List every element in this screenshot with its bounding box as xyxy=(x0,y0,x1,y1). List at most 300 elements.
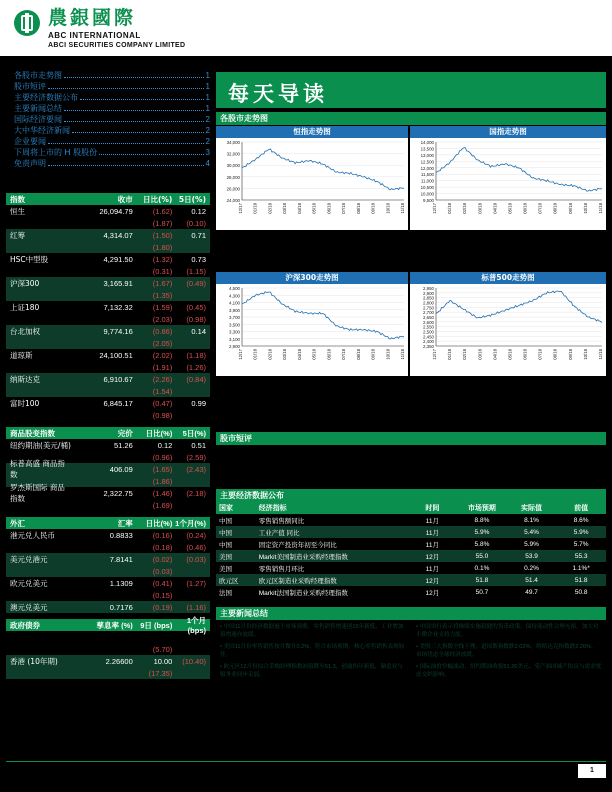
svg-text:10/18: 10/18 xyxy=(385,349,391,360)
table-row xyxy=(6,277,210,289)
table-row xyxy=(6,439,210,451)
table-cell: 工业产值 同比 xyxy=(258,529,300,537)
table-subrow xyxy=(6,565,210,577)
table-subrow xyxy=(6,643,210,655)
svg-text:12,500: 12,500 xyxy=(420,159,434,165)
table-row xyxy=(6,577,210,589)
table-subrow xyxy=(6,667,210,679)
svg-text:2,900: 2,900 xyxy=(423,290,434,296)
table-cell: 5.4% xyxy=(524,528,539,536)
svg-text:2,650: 2,650 xyxy=(423,315,434,320)
svg-text:12,000: 12,000 xyxy=(420,165,434,171)
table-cell: (2.03) xyxy=(152,314,173,324)
column-header: 孳息率 (%) xyxy=(96,620,133,630)
svg-text:11/18: 11/18 xyxy=(400,203,405,214)
table-cell: (0.46) xyxy=(186,542,206,552)
commentary-section-title: 股市短评 xyxy=(216,432,606,445)
svg-text:04/18: 04/18 xyxy=(492,349,498,360)
svg-text:2,550: 2,550 xyxy=(423,324,434,330)
table-cell: (1.67) xyxy=(152,278,173,288)
table-cell: 50.8 xyxy=(574,588,588,596)
svg-text:01/18: 01/18 xyxy=(252,349,258,360)
chart-plot xyxy=(216,284,408,376)
svg-text:09/18: 09/18 xyxy=(567,349,573,360)
table-cell: (1.69) xyxy=(152,500,173,510)
news-body xyxy=(216,620,606,683)
table-row xyxy=(6,205,210,217)
table-subrow xyxy=(6,385,210,397)
toc-page-number: 2 xyxy=(205,115,210,124)
table-cell: 1.1309 xyxy=(109,578,133,588)
svg-text:13,000: 13,000 xyxy=(420,152,434,158)
table-cell: (1.32) xyxy=(152,254,173,264)
left-data-tables xyxy=(6,193,210,679)
svg-text:24,000: 24,000 xyxy=(226,198,240,203)
logo-english-name: ABC INTERNATIONAL xyxy=(48,31,141,40)
column-header: 9日 (bps) xyxy=(140,620,173,630)
svg-text:26,000: 26,000 xyxy=(226,186,240,192)
svg-text:13,500: 13,500 xyxy=(420,146,434,152)
table-cell: 12月 xyxy=(425,577,440,585)
svg-text:10,500: 10,500 xyxy=(420,185,434,191)
table-row xyxy=(6,483,210,503)
table-row xyxy=(6,655,210,667)
table-subrow xyxy=(6,313,210,325)
toc-page-number: 1 xyxy=(205,93,210,102)
column-header: 政府债券 xyxy=(10,620,40,630)
table-row xyxy=(6,349,210,361)
svg-text:12/17: 12/17 xyxy=(432,349,437,360)
chart-title: 恒指走势图 xyxy=(216,126,408,138)
table-cell: 富时100 xyxy=(10,398,40,408)
table-cell: 11月 xyxy=(425,541,439,549)
table-row xyxy=(6,301,210,313)
svg-text:08/18: 08/18 xyxy=(552,203,558,214)
footer-divider xyxy=(6,761,606,762)
table-cell: 美元兑港元 xyxy=(10,554,48,564)
chart-panel xyxy=(410,126,606,230)
svg-text:01/18: 01/18 xyxy=(252,203,258,214)
toc-label: 大中华经济新闻 xyxy=(14,126,70,135)
column-header: 商品股变指数 xyxy=(10,428,55,438)
table-cell: 0.73 xyxy=(191,254,206,264)
table-row xyxy=(216,514,606,526)
table-cell: 24,100.51 xyxy=(99,350,133,360)
toc-page-number: 1 xyxy=(205,82,210,91)
toc-leader xyxy=(64,104,204,111)
toc-label: 主要经济数据公布 xyxy=(14,93,78,102)
table-cell: (2.43) xyxy=(186,464,206,474)
toc-leader xyxy=(72,126,204,133)
svg-text:09/18: 09/18 xyxy=(370,203,376,214)
table-cell: (0.24) xyxy=(186,530,206,540)
chart-panel xyxy=(410,272,606,376)
svg-text:05/18: 05/18 xyxy=(311,349,317,360)
toc-leader xyxy=(99,148,203,155)
table-cell: 欧元区制造业采购经理指数 xyxy=(258,577,337,585)
svg-text:4,300: 4,300 xyxy=(229,293,240,299)
svg-text:14,000: 14,000 xyxy=(420,140,434,145)
table-cell: (0.31) xyxy=(152,266,173,276)
table-cell: (1.15) xyxy=(186,266,206,276)
svg-text:05/18: 05/18 xyxy=(507,349,513,360)
column-header: 5日(%) xyxy=(182,428,206,438)
svg-text:2,600: 2,600 xyxy=(423,319,434,325)
table-subrow xyxy=(6,241,210,253)
table-row xyxy=(6,529,210,541)
toc-leader xyxy=(48,159,204,166)
toc-page-number: 2 xyxy=(205,137,210,146)
logo-text xyxy=(48,8,185,49)
column-header: 前值 xyxy=(574,505,589,512)
table-cell: 0.14 xyxy=(191,326,206,336)
news-summary-section xyxy=(216,607,606,683)
table-row xyxy=(6,253,210,265)
svg-text:2,950: 2,950 xyxy=(423,286,434,291)
table-cell: (1.16) xyxy=(186,602,206,612)
svg-text:4,500: 4,500 xyxy=(229,286,240,291)
table-cell: 澳元兑美元 xyxy=(10,602,48,612)
table-cell: (0.18) xyxy=(152,542,173,552)
svg-text:10/18: 10/18 xyxy=(582,203,588,214)
svg-text:08/18: 08/18 xyxy=(355,349,361,360)
table-cell: 罗杰斯国际 商品指数 xyxy=(10,483,65,503)
table-cell: 美国 xyxy=(219,553,232,561)
table-cell: 法国 xyxy=(219,589,232,597)
table-cell: 2.26600 xyxy=(105,656,133,666)
toc-entry[interactable] xyxy=(14,81,210,92)
toc-entry[interactable] xyxy=(14,114,210,125)
table-row xyxy=(6,373,210,385)
table-cell: (1.27) xyxy=(186,578,206,588)
table-header-row xyxy=(6,517,210,529)
table-cell: 0.7176 xyxy=(109,602,133,612)
column-header: 1个月 (bps) xyxy=(186,616,206,635)
table-header-row xyxy=(6,193,210,205)
svg-text:11/18: 11/18 xyxy=(598,349,603,360)
table-cell: 上证180 xyxy=(10,302,40,312)
table-cell: 4,291.50 xyxy=(103,254,133,264)
table-cell: 纽约期油(美元/桶) xyxy=(10,440,71,450)
table-cell: (0.41) xyxy=(152,578,173,588)
column-header: 日比(%) xyxy=(145,428,173,438)
svg-text:30,000: 30,000 xyxy=(226,163,240,169)
table-cell: (0.16) xyxy=(152,530,173,540)
chart-svg xyxy=(216,284,408,376)
toc-entry[interactable] xyxy=(14,136,210,147)
svg-text:09/18: 09/18 xyxy=(370,349,376,360)
table-cell: 51.8 xyxy=(574,576,588,584)
table-cell: (2.26) xyxy=(152,374,173,384)
svg-text:3,300: 3,300 xyxy=(229,329,240,335)
toc-label: 免责声明 xyxy=(14,159,46,168)
table-cell: 0.51 xyxy=(191,440,206,450)
table-cell: 0.12 xyxy=(157,440,173,450)
svg-text:03/18: 03/18 xyxy=(282,203,288,214)
table-cell: (1.26) xyxy=(186,362,206,372)
chart-plot xyxy=(410,138,606,230)
svg-text:3,100: 3,100 xyxy=(229,336,240,342)
table-cell: (0.49) xyxy=(186,278,206,288)
table-cell: (0.47) xyxy=(152,398,173,408)
table-cell: 9,774.16 xyxy=(103,326,133,336)
svg-text:06/18: 06/18 xyxy=(326,203,332,214)
table-cell: (1.18) xyxy=(186,350,206,360)
table-cell: (2.02) xyxy=(152,350,173,360)
table-cell: 55.0 xyxy=(475,552,489,560)
table-cell: 8.1% xyxy=(524,516,539,524)
table-cell: (10.40) xyxy=(182,656,206,666)
svg-text:3,900: 3,900 xyxy=(229,307,240,313)
table-cell: 零售销售额同比 xyxy=(258,517,305,525)
table-cell: 0.2% xyxy=(524,564,539,572)
svg-text:08/18: 08/18 xyxy=(552,349,558,360)
svg-text:10,000: 10,000 xyxy=(420,191,434,197)
svg-text:07/18: 07/18 xyxy=(537,349,543,360)
table-cell: 53.9 xyxy=(525,552,538,560)
table-cell: (0.98) xyxy=(186,314,206,324)
table-cell: 6,845.17 xyxy=(103,398,133,408)
svg-text:34,000: 34,000 xyxy=(226,140,240,145)
toc-label: 企业要闻 xyxy=(14,137,46,146)
logo-chinese-name: 農銀國際 xyxy=(48,7,137,29)
chart-svg xyxy=(216,138,408,230)
table-cell: 沪深300 xyxy=(10,278,40,288)
toc-entry[interactable] xyxy=(14,158,210,169)
toc-entry[interactable] xyxy=(14,103,210,114)
table-subrow xyxy=(6,289,210,301)
table-cell: 49.7 xyxy=(525,588,538,596)
table-row xyxy=(6,459,210,479)
econ-header-row xyxy=(216,502,606,514)
table-cell: (1.62) xyxy=(152,206,173,216)
svg-text:07/18: 07/18 xyxy=(537,203,543,214)
table-cell: (0.45) xyxy=(186,302,206,312)
table-cell: (1.80) xyxy=(152,242,173,252)
toc-label: 主要新闻总结 xyxy=(14,104,62,113)
table-cell: 406.09 xyxy=(109,464,133,474)
svg-text:02/18: 02/18 xyxy=(462,349,468,360)
table-cell: HSC中型股 xyxy=(10,254,49,264)
table-cell: 恒生 xyxy=(10,206,25,216)
table-cell: 51.26 xyxy=(113,440,133,450)
table-cell: (0.96) xyxy=(152,452,173,462)
page-number: 1 xyxy=(578,764,606,778)
toc-leader xyxy=(64,71,204,78)
column-header: 1个月(%) xyxy=(175,518,206,528)
table-cell: (0.84) xyxy=(186,374,206,384)
table-cell: 5.8% xyxy=(474,540,490,548)
table-cell: 12月 xyxy=(425,553,440,561)
svg-text:3,500: 3,500 xyxy=(229,322,240,328)
table-cell: 5.9% xyxy=(474,528,490,536)
svg-text:10/18: 10/18 xyxy=(582,349,588,360)
table-cell: (2.18) xyxy=(186,488,206,498)
table-cell: (0.03) xyxy=(152,566,173,576)
toc-entry[interactable] xyxy=(14,92,210,103)
table-cell: (0.10) xyxy=(186,218,206,228)
charts-section-header xyxy=(216,112,606,125)
toc-page-number: 3 xyxy=(205,148,210,157)
toc-leader xyxy=(48,137,204,144)
table-cell: 纳斯达克 xyxy=(10,374,40,384)
table-cell: 道琼斯 xyxy=(10,350,33,360)
svg-text:2,350: 2,350 xyxy=(423,344,434,349)
table-cell: (1.50) xyxy=(152,230,173,240)
toc-label: 下周将上市的 H 股股份 xyxy=(14,148,98,157)
svg-text:07/18: 07/18 xyxy=(341,349,347,360)
table-cell: 0.8833 xyxy=(109,530,133,540)
svg-text:2,450: 2,450 xyxy=(423,334,434,340)
table-cell: 固定资产投资年初至今同比 xyxy=(258,541,337,549)
table-cell: 55.3 xyxy=(574,552,588,560)
svg-text:11/18: 11/18 xyxy=(598,203,603,214)
table-cell: (5.70) xyxy=(152,644,173,654)
table-cell: 0.71 xyxy=(191,230,206,240)
svg-text:3,700: 3,700 xyxy=(229,315,240,320)
column-header: 汇率 xyxy=(117,518,133,528)
toc-label: 国际经济要闻 xyxy=(14,115,62,124)
svg-text:09/18: 09/18 xyxy=(567,203,573,214)
table-cell: Markit美国制造业采购经理指数 xyxy=(258,553,348,561)
column-header: 日比(%) xyxy=(145,518,173,528)
column-header: 外汇 xyxy=(10,518,25,528)
svg-text:10/18: 10/18 xyxy=(385,203,391,214)
chart-panel xyxy=(216,126,408,230)
news-item: • 欧元区12月份综合采购经理指数初值降至51.3，创逾四年新低，制造业与服务业同步走弱。 xyxy=(220,664,403,678)
table-subrow xyxy=(6,337,210,349)
table-cell: 欧元区 xyxy=(219,577,239,585)
table-row xyxy=(6,553,210,565)
table-cell: 6,910.67 xyxy=(103,374,133,384)
news-item: • 美国11月份零售销售按月微升0.2%，符合市场预期，核心零售销售表现较佳。 xyxy=(220,644,405,658)
chart-svg xyxy=(410,284,606,376)
column-header: 日比(%) xyxy=(142,194,173,204)
table-cell: (1.87) xyxy=(152,218,173,228)
table-cell: 0.99 xyxy=(191,398,206,408)
table-row xyxy=(216,562,606,574)
table-cell: 台北加权 xyxy=(10,326,40,336)
table-cell: 0.12 xyxy=(191,206,206,216)
table-cell: 5.9% xyxy=(524,540,539,548)
econ-section-title: 主要经济数据公布 xyxy=(216,489,606,502)
svg-text:04/18: 04/18 xyxy=(296,349,302,360)
table-row xyxy=(216,538,606,550)
table-cell: 中国 xyxy=(219,529,232,537)
svg-text:03/18: 03/18 xyxy=(282,349,288,360)
svg-text:11/18: 11/18 xyxy=(400,349,405,360)
column-header: 收市 xyxy=(117,194,133,204)
table-subrow xyxy=(6,217,210,229)
table-cell: 中国 xyxy=(219,517,232,525)
table-row xyxy=(6,397,210,409)
toc-label: 各股市走势图 xyxy=(14,71,62,80)
chart-plot xyxy=(410,284,606,376)
report-banner xyxy=(216,72,606,108)
table-row xyxy=(216,550,606,562)
table-cell: 欧元兑美元 xyxy=(10,578,48,588)
table-cell: 11月 xyxy=(425,517,439,525)
toc-entry[interactable] xyxy=(14,147,210,158)
table-cell: 香港 (10年期) xyxy=(10,656,58,666)
table-cell: 红筹 xyxy=(10,230,25,240)
svg-text:12/17: 12/17 xyxy=(238,203,243,214)
table-cell: (1.46) xyxy=(152,488,173,498)
svg-text:4,100: 4,100 xyxy=(229,300,240,306)
table-subrow xyxy=(6,361,210,373)
news-item: • 中国央行表示将继续实施稳健的货币政策，保持流动性合理充裕，加大对小微企业支持力度。 xyxy=(416,624,599,638)
svg-text:2,750: 2,750 xyxy=(423,305,434,311)
column-header: 时间 xyxy=(425,505,440,512)
charts-section-title: 各股市走势图 xyxy=(216,112,606,125)
table-cell: 0.1% xyxy=(474,564,490,572)
svg-text:2,800: 2,800 xyxy=(423,300,434,306)
table-cell: 零售销售月环比 xyxy=(258,565,305,573)
chart-title: 国指走势图 xyxy=(410,126,606,138)
table-cell: (1.91) xyxy=(152,362,173,372)
toc-entry[interactable] xyxy=(14,125,210,136)
table-cell: 8.8% xyxy=(474,516,490,524)
column-header: 国家 xyxy=(219,505,233,512)
logo xyxy=(14,8,185,49)
table-cell: 26,094.79 xyxy=(99,206,133,216)
svg-text:01/18: 01/18 xyxy=(447,203,453,214)
column-header: 实际值 xyxy=(521,505,543,512)
svg-text:03/18: 03/18 xyxy=(477,203,483,214)
table-row xyxy=(216,574,606,586)
table-cell: 11月 xyxy=(425,529,439,537)
toc-page-number: 2 xyxy=(205,126,210,135)
news-item: • 中国11月份经济数据逊于市场预期，零售销售增速创15年新低，工业增加值增速亦放缓。 xyxy=(220,624,404,638)
table-subrow xyxy=(6,265,210,277)
toc-entry[interactable] xyxy=(14,70,210,81)
svg-text:04/18: 04/18 xyxy=(296,203,302,214)
table-cell: 50.7 xyxy=(475,588,489,596)
table-cell: (0.19) xyxy=(152,602,173,612)
column-header: 市场预期 xyxy=(467,505,496,512)
page-header xyxy=(0,0,612,56)
svg-text:04/18: 04/18 xyxy=(492,203,498,214)
column-header: 经济指标 xyxy=(258,505,287,512)
svg-text:12/17: 12/17 xyxy=(238,349,243,360)
table-cell: 7,132.32 xyxy=(103,302,133,312)
toc-leader xyxy=(80,93,204,100)
table-row xyxy=(6,229,210,241)
table-cell: 5.7% xyxy=(573,540,589,548)
table-cell: (2.59) xyxy=(186,452,206,462)
table-row xyxy=(6,601,210,613)
svg-text:02/18: 02/18 xyxy=(267,203,273,214)
svg-text:2,400: 2,400 xyxy=(423,339,434,345)
toc-label: 股市短评 xyxy=(14,82,46,91)
table-cell: 4,314.07 xyxy=(103,230,133,240)
table-cell: (1.35) xyxy=(152,290,173,300)
toc-page-number: 1 xyxy=(205,71,210,80)
svg-text:06/18: 06/18 xyxy=(326,349,332,360)
table-subrow xyxy=(6,541,210,553)
table-row xyxy=(216,526,606,538)
svg-text:07/18: 07/18 xyxy=(341,203,347,214)
toc-leader xyxy=(64,115,204,122)
table-row xyxy=(6,325,210,337)
table-cell: 港元兑人民币 xyxy=(10,530,55,540)
table-cell: 3,165.91 xyxy=(103,278,133,288)
chart-title: 沪深300走势图 xyxy=(216,272,408,284)
table-cell: (17.35) xyxy=(148,668,173,678)
svg-text:08/18: 08/18 xyxy=(355,203,361,214)
econ-data-table xyxy=(216,489,606,598)
svg-text:28,000: 28,000 xyxy=(226,174,240,180)
